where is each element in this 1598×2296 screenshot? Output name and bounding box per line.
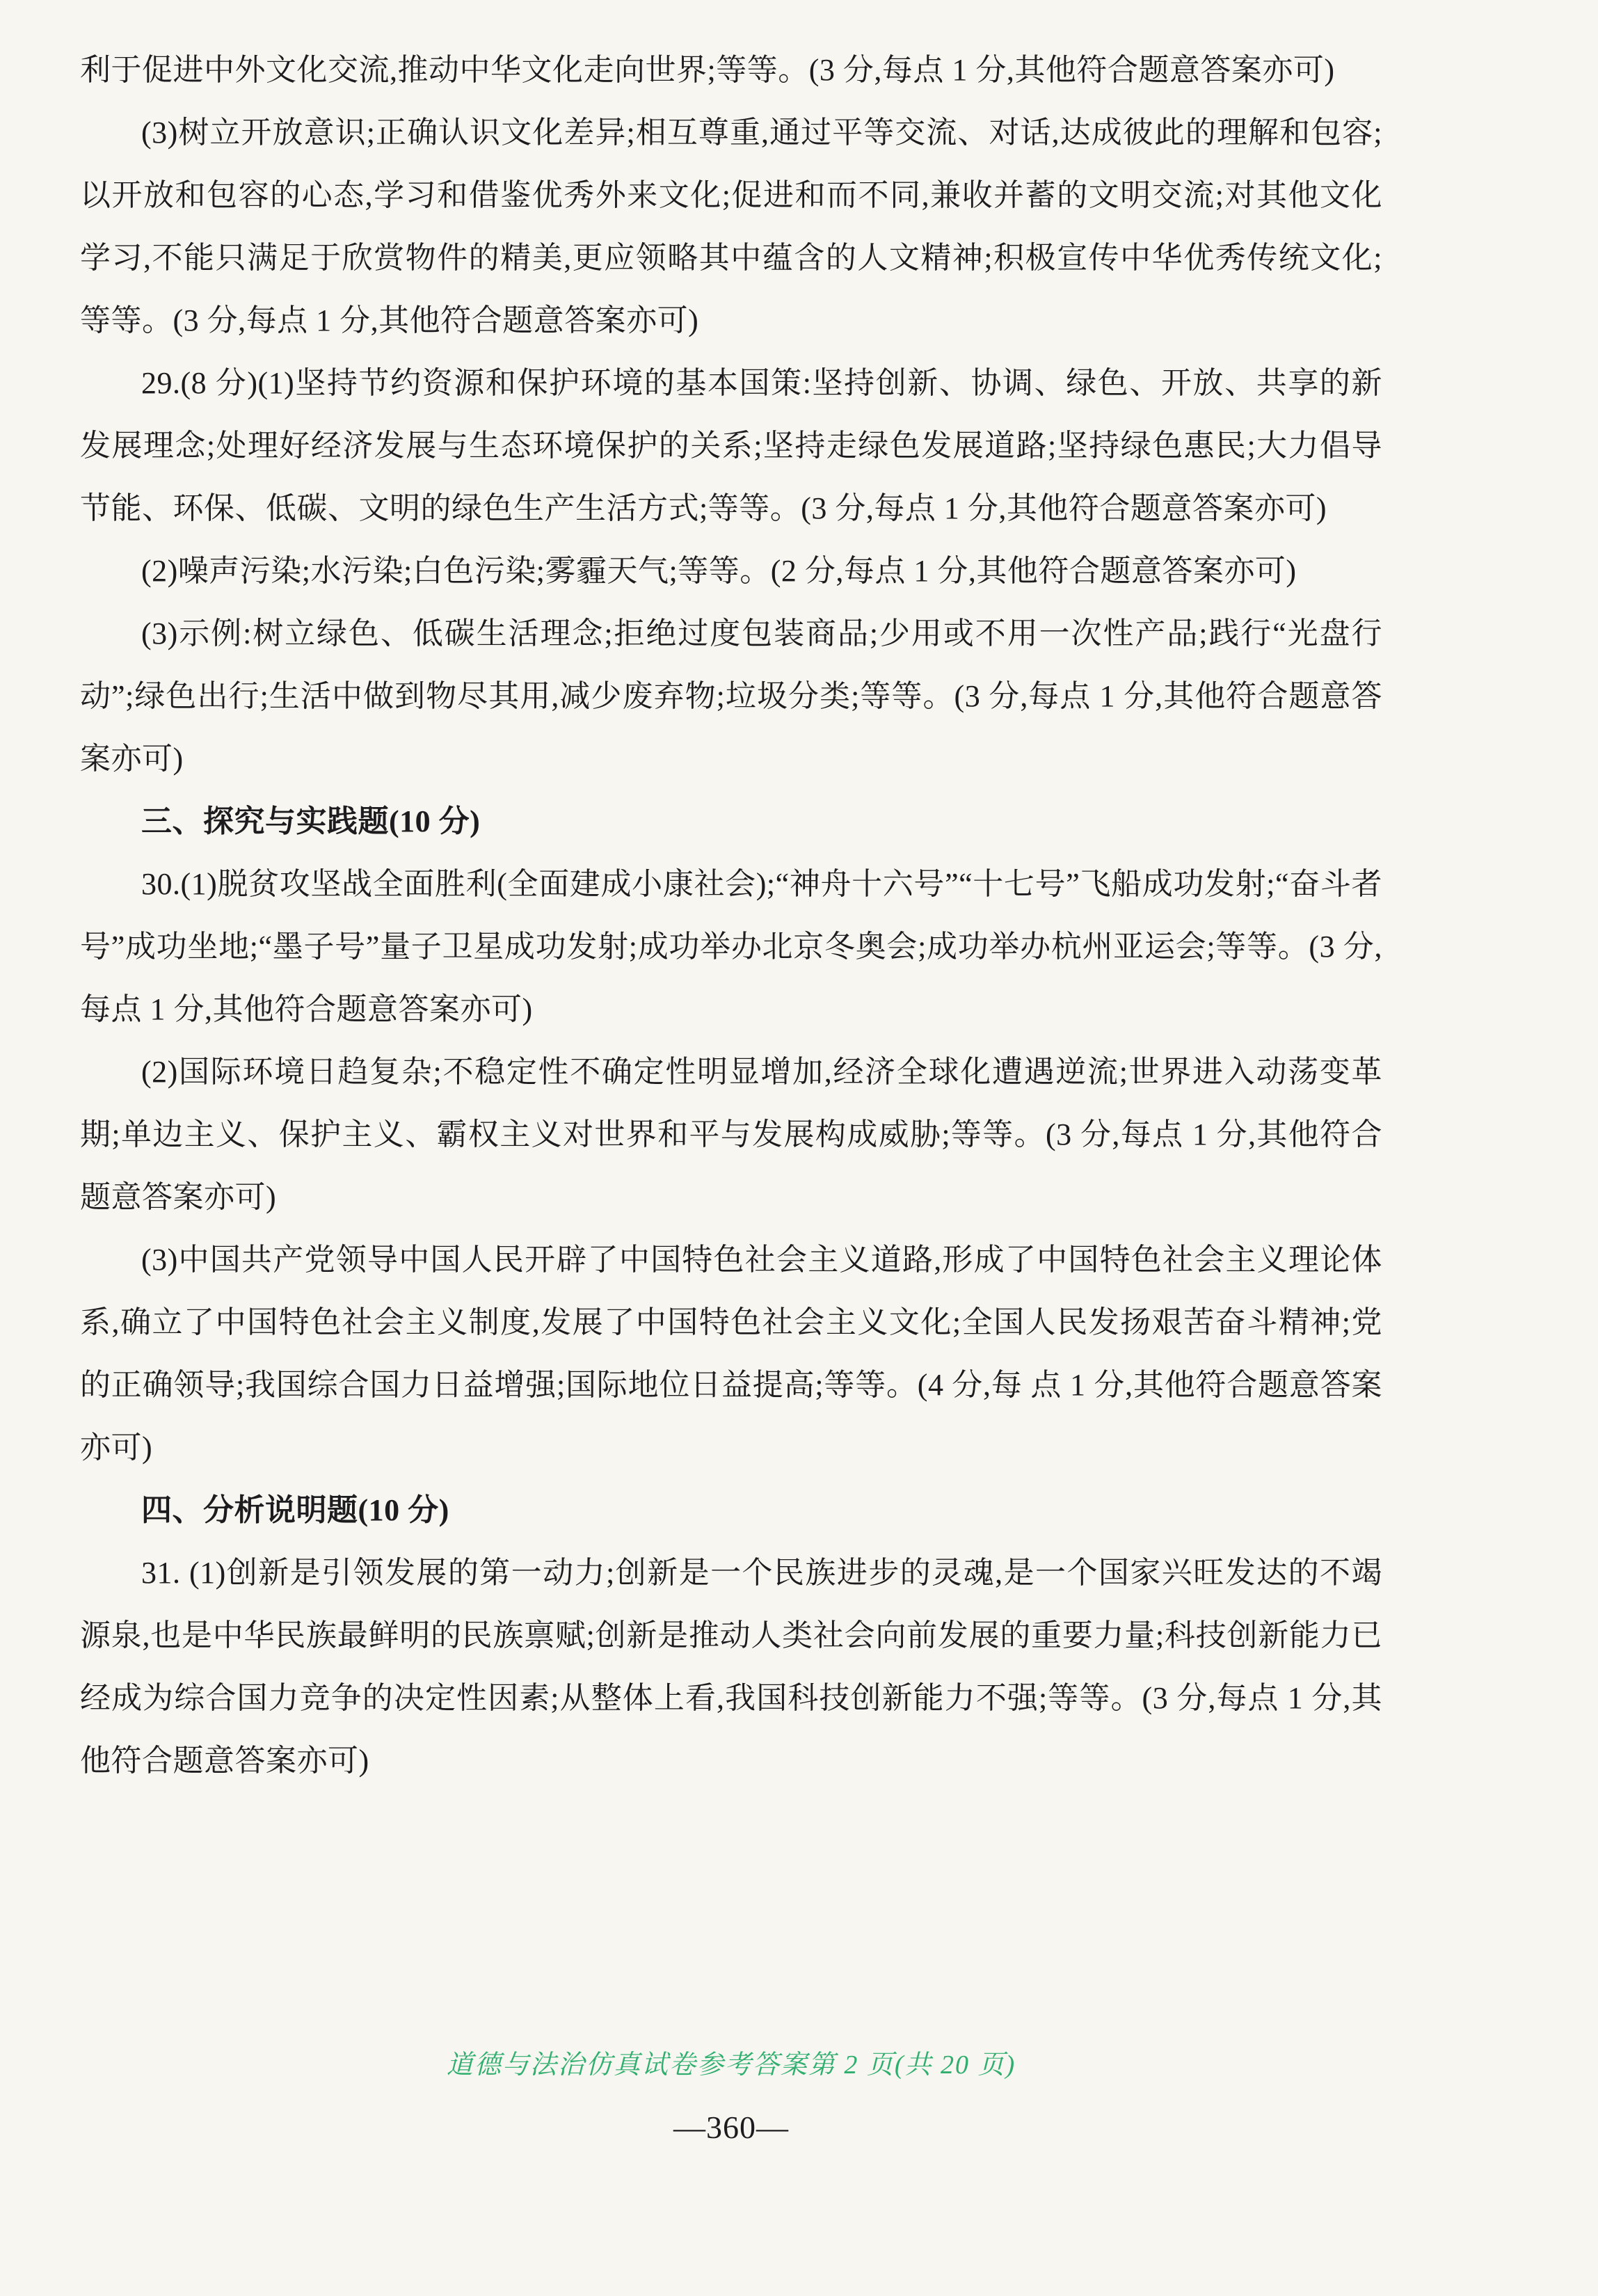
section-heading-3-exploration-practice: 三、探究与实践题(10 分) xyxy=(141,804,481,838)
answer-paragraph-30-1: 30.(1)脱贫攻坚战全面胜利(全面建成小康社会);“神舟十六号”“十七号”飞船成功发射;“奋斗者号”成功坐地;“墨子号”量子卫星成功发射;成功举办北京冬奥会;成功举办杭州亚运会;等等。(3 分,每点 1 分,其他符合题意答案亦可) xyxy=(80,867,1382,1026)
answer-paragraph-28-3: (3)树立开放意识;正确认识文化差异;相互尊重,通过平等交流、对话,达成彼此的理解和包容;以开放和包容的心态,学习和借鉴优秀外来文化;促进和而不同,兼收并蓄的文明交流;对其他文化学习,不能只满足于欣赏物件的精美,更应领略其中蕴含的人文精神;积极宣传中华优秀传统文化;等等。(3 分,每点 1 分,其他符合题意答案亦可) xyxy=(80,115,1382,337)
page-number: —360— xyxy=(673,2110,789,2145)
answer-paragraph-30-2: (2)国际环境日趋复杂;不稳定性不确定性明显增加,经济全球化遭遇逆流;世界进入动荡变革期;单边主义、保护主义、霸权主义对世界和平与发展构成威胁;等等。(3 分,每点 1 分,其他符合题意答案亦可) xyxy=(80,1055,1382,1214)
section-heading-4-analysis-explanation: 四、分析说明题(10 分) xyxy=(141,1493,449,1527)
answer-paragraph-29-2: (2)噪声污染;水污染;白色污染;雾霾天气;等等。(2 分,每点 1 分,其他符合题意答案亦可) xyxy=(141,554,1297,588)
answer-paragraph-29-3: (3)示例:树立绿色、低碳生活理念;拒绝过度包装商品;少用或不用一次性产品;践行“光盘行动”;绿色出行;生活中做到物尽其用,减少废弃物;垃圾分类;等等。(3 分,每点 1 分,其他符合题意答案亦可) xyxy=(80,616,1382,776)
answer-paragraph-31-1: 31. (1)创新是引领发展的第一动力;创新是一个民族进步的灵魂,是一个国家兴旺发达的不竭源泉,也是中华民族最鲜明的民族禀赋;创新是推动人类社会向前发展的重要力量;科技创新能力已经成为综合国力竞争的决定性因素;从整体上看,我国科技创新能力不强;等等。(3 分,每点 1 分,其他符合题意答案亦可) xyxy=(80,1556,1382,1778)
answer-paragraph-29-1: 29.(8 分)(1)坚持节约资源和保护环境的基本国策:坚持创新、协调、绿色、开放、共享的新发展理念;处理好经济发展与生态环境保护的关系;坚持走绿色发展道路;坚持绿色惠民;大力倡导节能、环保、低碳、文明的绿色生产生活方式;等等。(3 分,每点 1 分,其他符合题意答案亦可) xyxy=(80,366,1382,525)
answer-paragraph-30-3: (3)中国共产党领导中国人民开辟了中国特色社会主义道路,形成了中国特色社会主义理论体系,确立了中国特色社会主义制度,发展了中国特色社会主义文化;全国人民发扬艰苦奋斗精神;党的正确领导;我国综合国力日益增强;国际地位日益提高;等等。(4 分,每 点 1 分,其他符合题意答案亦可) xyxy=(80,1243,1382,1465)
footer-answer-key-note: 道德与法治仿真试卷参考答案第 2 页(共 20 页) xyxy=(446,2050,1016,2080)
answer-key-body xyxy=(80,39,1382,1792)
answer-paragraph-continuation: 利于促进中外文化交流,推动中华文化走向世界;等等。(3 分,每点 1 分,其他符合题意答案亦可) xyxy=(80,53,1335,87)
